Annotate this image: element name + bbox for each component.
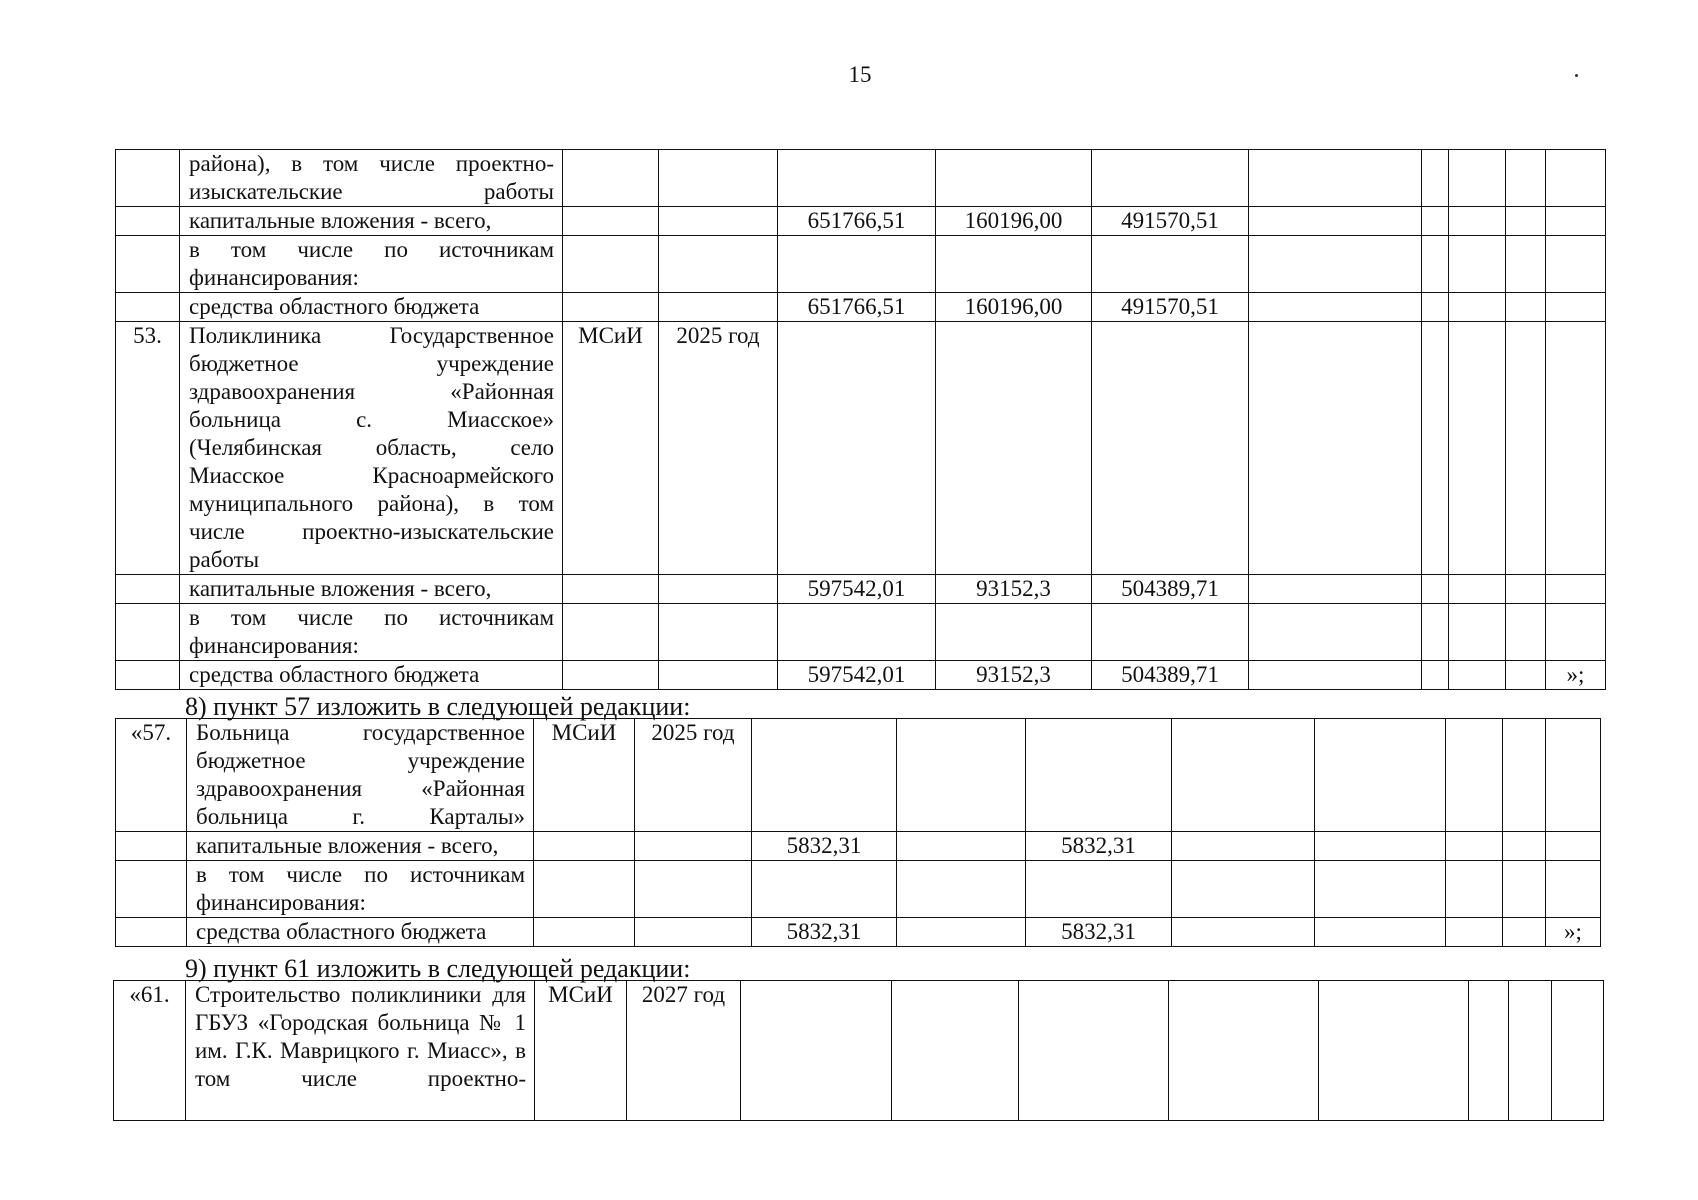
row-customer (563, 207, 659, 236)
row-closing-mark (1546, 150, 1606, 207)
row-number (116, 832, 187, 861)
row-empty-cell (1422, 604, 1449, 661)
row-total (752, 861, 897, 918)
row-closing-mark (1546, 236, 1606, 293)
row-empty-cell (1446, 918, 1503, 947)
row-description: в том числе по источникам финансирования: (187, 861, 534, 918)
row-empty-cell (1503, 861, 1546, 918)
amendment-instruction-9: 9) пункт 61 изложить в следующей редакции: (185, 954, 691, 983)
table-row (114, 981, 1604, 1121)
row-empty-cell (1422, 150, 1449, 207)
row-description: в том числе по источникам финансирования: (180, 236, 563, 293)
table-row (116, 150, 1606, 207)
row-value-2 (897, 918, 1026, 947)
row-year (659, 207, 778, 236)
row-closing-mark (1546, 575, 1606, 604)
row-total: 5832,31 (752, 832, 897, 861)
row-value-2 (936, 322, 1092, 575)
row-empty-cell (1503, 832, 1546, 861)
row-empty-cell (1422, 661, 1449, 690)
row-closing-mark (1546, 207, 1606, 236)
row-empty-cell (1422, 293, 1449, 322)
row-value-2 (897, 719, 1026, 832)
table-row (116, 207, 1606, 236)
row-number (116, 236, 180, 293)
row-value-3: 5832,31 (1026, 832, 1172, 861)
row-total (778, 604, 936, 661)
row-description: средства областного бюджета (187, 918, 534, 947)
table-row (116, 861, 1601, 918)
row-year (659, 575, 778, 604)
row-total: 597542,01 (778, 661, 936, 690)
row-year (635, 832, 752, 861)
table-row (116, 575, 1606, 604)
row-customer (534, 918, 635, 947)
row-empty-cell (1172, 832, 1315, 861)
row-empty-cell (892, 981, 1019, 1121)
row-value-3: 504389,71 (1092, 575, 1249, 604)
amendment-instruction-8: 8) пункт 57 изложить в следующей редакции: (185, 692, 691, 721)
row-customer (563, 604, 659, 661)
row-empty-cell (1315, 719, 1446, 832)
row-value-2 (936, 236, 1092, 293)
row-year: 2025 год (635, 719, 752, 832)
row-empty-cell (1449, 575, 1506, 604)
row-description: средства областного бюджета (180, 293, 563, 322)
row-empty-cell (1172, 918, 1315, 947)
row-empty-cell (1446, 861, 1503, 918)
table-row (116, 661, 1606, 690)
row-description: Строительство поликлиники для ГБУЗ «Городская больница № 1 им. Г.К. Маврицкого г. Миасс», в том числе проектно- (186, 981, 535, 1121)
row-empty-cell (1449, 322, 1506, 575)
row-closing-mark (1546, 861, 1601, 918)
row-customer (534, 832, 635, 861)
scan-speck (1575, 74, 1578, 77)
row-empty-cell (1422, 207, 1449, 236)
row-value-2: 93152,3 (936, 661, 1092, 690)
row-number: 53. (116, 322, 180, 575)
row-empty-cell (1506, 150, 1546, 207)
row-empty-cell (1422, 322, 1449, 575)
row-empty-cell (1509, 981, 1552, 1121)
row-year: 2027 год (627, 981, 741, 1121)
row-value-3: 5832,31 (1026, 918, 1172, 947)
row-number (116, 150, 180, 207)
row-customer: МСиИ (563, 322, 659, 575)
row-empty-cell (1506, 604, 1546, 661)
row-empty-cell (1446, 832, 1503, 861)
row-value-3: 504389,71 (1092, 661, 1249, 690)
row-empty-cell (1422, 575, 1449, 604)
row-value-2 (897, 832, 1026, 861)
row-empty-cell (1506, 207, 1546, 236)
row-customer (563, 236, 659, 293)
row-value-2: 160196,00 (936, 293, 1092, 322)
row-empty-cell (1315, 918, 1446, 947)
row-number (116, 207, 180, 236)
row-empty-cell (1449, 150, 1506, 207)
row-empty-cell (1249, 322, 1422, 575)
row-description: капитальные вложения - всего, (187, 832, 534, 861)
row-value-3 (1092, 236, 1249, 293)
row-value-3 (1026, 719, 1172, 832)
row-description: в том числе по источникам финансирования: (180, 604, 563, 661)
row-year (659, 150, 778, 207)
row-total (778, 322, 936, 575)
row-customer: МСиИ (534, 719, 635, 832)
row-closing-mark: »; (1546, 661, 1606, 690)
row-empty-cell (1249, 604, 1422, 661)
row-empty-cell (1315, 832, 1446, 861)
row-description: Поликлиника Государственное бюджетное учреждение здравоохранения «Районная больница с. Миасское» (Челябинская область, село Миасское Красноармейского муниципального района), в том числе проектно-изыскательские работы (180, 322, 563, 575)
row-empty-cell (1249, 661, 1422, 690)
row-empty-cell (1449, 236, 1506, 293)
row-empty-cell (1449, 661, 1506, 690)
row-empty-cell (1446, 719, 1503, 832)
row-description: капитальные вложения - всего, (180, 207, 563, 236)
row-empty-cell (1249, 575, 1422, 604)
row-empty-cell (1449, 604, 1506, 661)
row-empty-cell (1249, 150, 1422, 207)
row-empty-cell (1506, 236, 1546, 293)
row-customer (563, 575, 659, 604)
row-number: «61. (114, 981, 186, 1121)
row-closing-mark (1546, 719, 1601, 832)
row-value-3 (1092, 150, 1249, 207)
row-closing-mark (1546, 293, 1606, 322)
row-empty-cell (1503, 719, 1546, 832)
row-total (778, 236, 936, 293)
row-total: 651766,51 (778, 293, 936, 322)
row-empty-cell (741, 981, 892, 1121)
row-customer (563, 150, 659, 207)
row-empty-cell (1249, 207, 1422, 236)
row-empty-cell (1172, 861, 1315, 918)
table-row (116, 236, 1606, 293)
table-row (116, 322, 1606, 575)
item-61-table (113, 980, 1604, 1121)
row-empty-cell (1552, 981, 1604, 1121)
row-number (116, 604, 180, 661)
row-total: 651766,51 (778, 207, 936, 236)
row-number (116, 861, 187, 918)
row-value-3: 491570,51 (1092, 207, 1249, 236)
row-empty-cell (1506, 322, 1546, 575)
row-empty-cell (1172, 719, 1315, 832)
row-empty-cell (1506, 293, 1546, 322)
row-number (116, 575, 180, 604)
investment-table-continued (115, 149, 1606, 690)
row-year (659, 604, 778, 661)
row-value-2 (897, 861, 1026, 918)
row-year (659, 236, 778, 293)
row-closing-mark (1546, 322, 1606, 575)
row-empty-cell (1469, 981, 1509, 1121)
row-number (116, 293, 180, 322)
item-57-table (115, 718, 1601, 947)
row-closing-mark: »; (1546, 918, 1601, 947)
row-customer (563, 293, 659, 322)
row-customer (534, 861, 635, 918)
row-customer (563, 661, 659, 690)
row-value-3: 491570,51 (1092, 293, 1249, 322)
row-year: 2025 год (659, 322, 778, 575)
row-total (778, 150, 936, 207)
row-empty-cell (1169, 981, 1319, 1121)
table-row (116, 832, 1601, 861)
row-empty-cell (1422, 236, 1449, 293)
table-row (116, 604, 1606, 661)
row-empty-cell (1319, 981, 1469, 1121)
table-row (116, 293, 1606, 322)
row-empty-cell (1019, 981, 1169, 1121)
row-value-2 (936, 150, 1092, 207)
table-row (116, 918, 1601, 947)
row-value-3 (1092, 604, 1249, 661)
row-value-2 (936, 604, 1092, 661)
row-empty-cell (1315, 861, 1446, 918)
row-year (635, 861, 752, 918)
row-empty-cell (1449, 293, 1506, 322)
row-empty-cell (1506, 575, 1546, 604)
row-total: 597542,01 (778, 575, 936, 604)
row-year (659, 661, 778, 690)
row-total (752, 719, 897, 832)
row-description: Больница государственное бюджетное учреждение здравоохранения «Районная больница г. Карталы» (187, 719, 534, 832)
row-description: капитальные вложения - всего, (180, 575, 563, 604)
row-number: «57. (116, 719, 187, 832)
row-value-2: 160196,00 (936, 207, 1092, 236)
row-value-3 (1092, 322, 1249, 575)
row-customer: МСиИ (535, 981, 627, 1121)
row-number (116, 661, 180, 690)
row-description: района), в том числе проектно-изыскательские работы (180, 150, 563, 207)
row-empty-cell (1506, 661, 1546, 690)
row-empty-cell (1503, 918, 1546, 947)
row-year (635, 918, 752, 947)
row-value-3 (1026, 861, 1172, 918)
row-description: средства областного бюджета (180, 661, 563, 690)
row-total: 5832,31 (752, 918, 897, 947)
row-number (116, 918, 187, 947)
table-row (116, 719, 1601, 832)
row-closing-mark (1546, 604, 1606, 661)
page-number: 15 (848, 62, 872, 87)
row-empty-cell (1449, 207, 1506, 236)
row-empty-cell (1249, 293, 1422, 322)
row-empty-cell (1249, 236, 1422, 293)
row-value-2: 93152,3 (936, 575, 1092, 604)
row-closing-mark (1546, 832, 1601, 861)
row-year (659, 293, 778, 322)
